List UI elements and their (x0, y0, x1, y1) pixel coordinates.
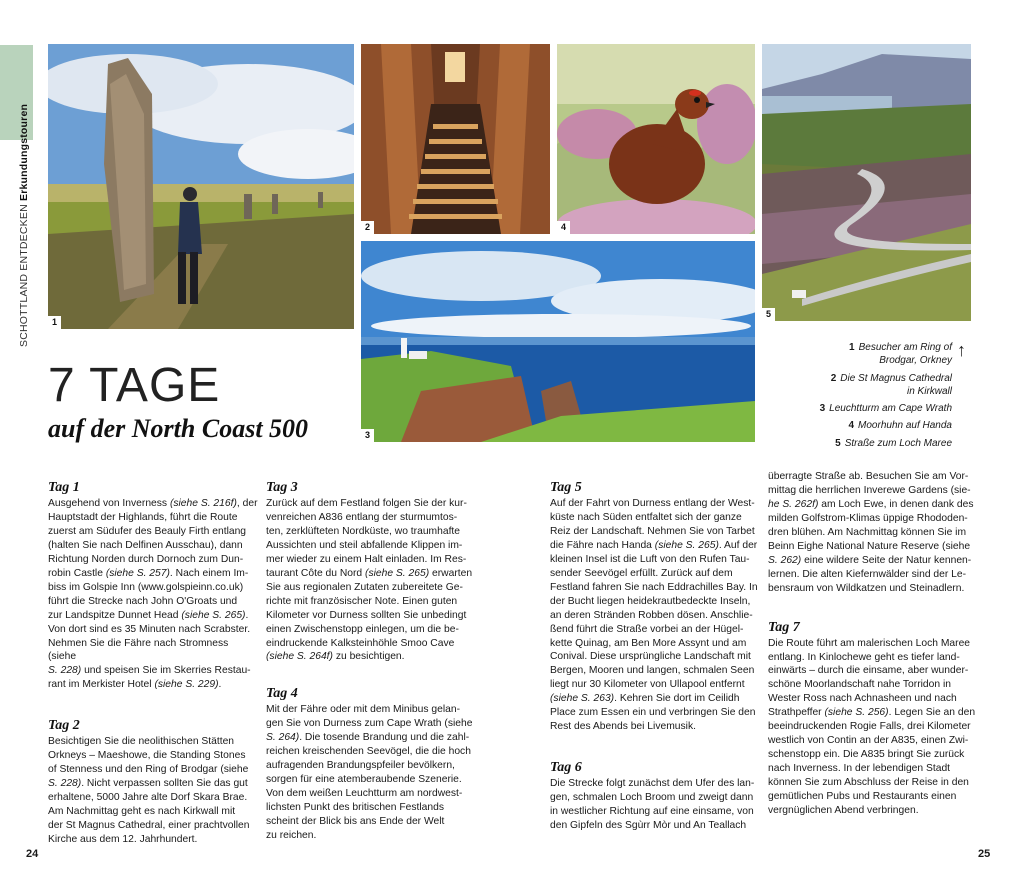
body-text: in westlicher Richtung auf eine einsame, von (550, 806, 754, 818)
photo-cape-wrath-lighthouse (361, 241, 755, 442)
body-text: Conival. Diese ursprüngliche Landschaft mit (550, 651, 751, 663)
day-heading: Tag 7 (768, 619, 800, 635)
text-column-2 (266, 480, 481, 861)
photo-number: 3 (361, 429, 374, 442)
caption-item: 5 Straße zum Loch Maree (835, 437, 952, 449)
body-text: . Nach einem Im- (169, 567, 249, 579)
body-text: Reiz der Landschaft. Nehmen Sie von Tarbet (550, 525, 755, 537)
body-text: überragte Straße ab. Besuchen Sie am Vor- (768, 471, 969, 482)
arrow-up-icon: ↑ (957, 340, 966, 360)
running-header-chapter: Erkundungstouren (18, 103, 30, 202)
body-text: Orkneys – Maeshowe, die Standing Stones (48, 750, 246, 762)
page-title: 7 TAGE (48, 359, 221, 412)
page-reference: (siehe S. 264f) (266, 651, 333, 663)
page-reference: (siehe S. 257) (105, 567, 170, 579)
body-text: . Nicht verpassen sollten Sie das gut (81, 778, 248, 790)
body-text: liegt nur 30 Kilometer von Ullapool entfernt (550, 679, 745, 691)
body-text: biss im Golspie Inn (www.golspieinn.co.uk) (48, 581, 244, 593)
body-text: am Loch Ewe, in denen dank des (818, 498, 974, 510)
body-text: Die Strecke folgt zunächst dem Ufer des lan- (550, 778, 755, 790)
caption-item: 3 Leuchtturm am Cape Wrath (819, 403, 952, 415)
body-text: Rest des Abends bei Livemusik. (550, 721, 696, 733)
text-column-4 (768, 470, 978, 836)
day-body (266, 703, 481, 843)
page-reference: (siehe S. 229) (154, 679, 219, 691)
body-text: (siehe (48, 651, 77, 663)
page-reference: S. 228) (48, 778, 82, 790)
body-text: (halten Sie nach Delfinen Ausschau), dann (48, 539, 243, 551)
body-text: erhaltene, 5000 Jahre alte Dorf Skara Brae. (48, 792, 248, 804)
body-text: . (245, 609, 249, 621)
body-text: kleinen Insel ist die Luft von den Rufen Tau- (550, 553, 750, 565)
body-text: Nehmen Sie die Fähre nach Stromness (48, 637, 229, 649)
page-subtitle: auf der North Coast 500 (48, 414, 309, 443)
body-text: einen Zwischenstopp einlegen, um die be- (266, 623, 459, 635)
photo-loch-maree-road (762, 44, 971, 321)
page-reference: (siehe S. 263) (550, 693, 615, 705)
body-text: sorgen für eine atemberaubende Szenerie. (266, 774, 462, 786)
body-text: lichsten Punkt des britischen Festlands (266, 802, 444, 814)
running-header (18, 103, 32, 347)
page-reference: (siehe S. 265) (365, 567, 430, 579)
body-text: beeindruckenden Rogie Falls, drei Kilometer (768, 721, 971, 733)
body-text: Hauptstadt der Highlands, führt die Route (48, 511, 238, 523)
body-text: scheint der Blick bis ans Ende der Welt (266, 816, 445, 828)
day-body (550, 497, 760, 734)
caption-item: 4 Moorhuhn auf Handa (848, 420, 952, 432)
body-text: Richtung Norden durch Dornoch zum Dun- (48, 553, 244, 565)
body-text: und speisen Sie im Skerries Restau- (81, 665, 251, 677)
body-text: of Stenness und den Ring of Brodgar (48, 764, 221, 776)
body-text: schenstopp ein. Die A835 bringt Sie zurück (768, 749, 965, 761)
day-section-6 (550, 760, 760, 833)
body-text: Wester Ross nach Achnasheen und nach (768, 693, 957, 705)
body-text: den Gipfeln des Sgùrr Mòr und An Teallach (550, 820, 747, 832)
body-text: Besichtigen Sie die neolithischen Stätten (48, 736, 235, 748)
body-text: Zurück auf dem Festland folgen Sie der kur- (266, 498, 467, 509)
body-text: erwarten (429, 567, 473, 579)
body-text: führt die Strecke nach John O'Groats und (48, 595, 238, 607)
body-text: gen Sie von Durness zum Cape Wrath (266, 718, 445, 730)
photo-number: 5 (762, 308, 775, 321)
running-header-section: SCHOTTLAND ENTDECKEN (18, 204, 30, 347)
day-body (48, 735, 258, 847)
body-text: . Auf der (718, 539, 758, 551)
page-reference: (siehe S. 216f) (169, 498, 237, 509)
body-text: taurant Côte du Nord (266, 567, 366, 579)
body-text: vergnüglichen Abend verbringen. (768, 805, 919, 817)
day-body (768, 470, 978, 596)
photo-number: 2 (361, 221, 374, 234)
page-reference: (siehe S. 256) (824, 707, 889, 719)
caption-item: 1 Besucher am Ring of Brodgar, Orkney (849, 342, 952, 367)
body-text: . (218, 679, 222, 691)
body-text: lernen. Die alten Kiefernwälder sind der Le- (768, 568, 967, 580)
body-text: mer wieder zu einem Halt einladen. Im Res- (266, 553, 467, 565)
body-text: schöne Moorlandschaft nahe Torridon in (768, 679, 951, 691)
body-text: Place zum Essen ein und verbringen Sie den (550, 707, 756, 719)
day-heading: Tag 5 (550, 480, 582, 495)
photo-number: 4 (557, 221, 570, 234)
body-text: Festland fahren Sie nach Eddrachilles Bay. In (550, 581, 758, 593)
body-text: ßend führt die Straße vorbei an der Hügel- (550, 623, 744, 635)
body-text: eine wildere Seite der Natur kennen- (801, 554, 972, 566)
day-heading: Tag 1 (48, 480, 80, 495)
day-heading: Tag 2 (48, 718, 80, 734)
body-text: rant im Merkister Hotel (48, 679, 155, 691)
page-number-left: 24 (26, 848, 39, 860)
body-text: zu reichen. (266, 830, 317, 842)
page-reference: (siehe S. 265) (181, 609, 246, 621)
body-text: Von dort sind es 35 Minuten nach Scrabster. (48, 623, 251, 635)
day-section-2 (48, 718, 258, 847)
body-text: . Kehren Sie dort im Ceilidh (614, 693, 740, 705)
photo-grouse-handa (557, 44, 755, 234)
body-text: . Legen Sie an den (888, 707, 976, 719)
body-text: kette Quinag, am Ben More Assynt und am (550, 637, 747, 649)
page-reference: he S. 262f) (768, 498, 819, 510)
day-heading: Tag 3 (266, 480, 298, 495)
body-text: können Sie zum Abschluss der Reise in den (768, 777, 969, 789)
body-text: einwärts – durch die einsame, aber wunder- (768, 665, 969, 677)
body-text: Bergen, Mooren und langen, schmalen Seen (550, 665, 755, 677)
day-section-1 (48, 480, 258, 692)
body-text: Am Nachmittag geht es nach Kirkwall mit (48, 806, 236, 818)
body-text: Kilometer vor Durness sollten Sie unbedingt (266, 609, 467, 621)
body-text: der St Magnus Cathedral, einer prachtvollen (48, 820, 250, 832)
body-text: (sie- (950, 484, 971, 496)
body-text: westlich von Contin an der A835, einen Zwi- (768, 735, 969, 747)
body-text: die Fähre nach Handa (550, 539, 655, 551)
photo-ring-of-brodgar (48, 44, 354, 329)
body-text: Aussichten und steil abfallende Klippen im- (266, 539, 463, 551)
body-text: mittag die herrlichen Inverewe Gardens (768, 484, 951, 496)
day-body (266, 497, 481, 664)
body-text: Auf der Fahrt von Durness entlang der West- (550, 498, 755, 509)
body-text: gen, schmalen Loch Broom und zweigt dann (550, 792, 754, 804)
body-text: , der (236, 498, 258, 509)
page-reference: S. 264) (266, 732, 300, 744)
body-text: Kirche aus dem 12. Jahrhundert. (48, 834, 198, 846)
body-text: dren blühen. Am Nachmittag können Sie im (768, 526, 967, 538)
photo-st-magnus-cathedral (361, 44, 550, 234)
body-text: Die Route führt am malerischen Loch Maree (768, 637, 971, 649)
day-section-6-continued (768, 470, 978, 596)
page-reference: S. 228) (48, 665, 82, 677)
body-text: eindruckende Kalksteinhöhle Smoo Cave (266, 637, 455, 649)
page-reference: (siehe S. 265) (654, 539, 719, 551)
day-heading: Tag 4 (266, 686, 298, 702)
body-text: milden Golfstrom-Klimas üppige Rhododen- (768, 512, 968, 524)
body-text: . Die tosende Brandung und die zahl- (299, 732, 470, 744)
day-body (550, 777, 760, 833)
body-text: Ausgehend von Inverness (48, 498, 170, 509)
body-text: entlang. In Kinlochewe geht es tiefer land- (768, 651, 960, 663)
body-text: zur Landspitze Dunnet Head (48, 609, 182, 621)
body-text: der Bucht liegen heidekrautbedeckte Inseln, (550, 595, 751, 607)
body-text: Beinn Eighe National Nature Reserve (768, 540, 943, 552)
body-text: Strathpeffer (768, 707, 825, 719)
day-body (48, 497, 258, 692)
body-text: richte mit französischer Note. Einen guten (266, 595, 458, 607)
body-text: gemütlichen Pubs und Restaurants einen (768, 791, 957, 803)
body-text: (siehe (444, 718, 473, 730)
body-text: Von dem weißen Leuchtturm am nordwest- (266, 788, 463, 800)
body-text: Sie aus regionalen Zutaten zubereitete Ge- (266, 581, 463, 593)
photo-captions (780, 341, 952, 454)
text-column-3 (550, 480, 760, 851)
day-heading: Tag 6 (550, 760, 582, 776)
body-text: reichen kreischenden Seevögel, die die hoch (266, 746, 471, 758)
body-text: zuerst am Südufer des Beauly Firth entlang (48, 525, 247, 537)
body-text: nach Inverness. In der lebendigen Stadt (768, 763, 951, 775)
body-text: (siehe (942, 540, 971, 552)
page-number-right: 25 (978, 848, 991, 860)
body-text: Mit der Fähre oder mit dem Minibus gelan- (266, 704, 461, 716)
body-text: bensraum von Wildkatzen und Steinadlern. (768, 582, 965, 594)
body-text: (siehe (220, 764, 249, 776)
body-text: an deren Stränden Robben dösen. Anschlie- (550, 609, 753, 621)
body-text: aufragenden Brandungspfeiler bevölkern, (266, 760, 455, 772)
day-section-7 (768, 620, 978, 818)
page-reference: S. 262) (768, 554, 802, 566)
body-text: ten, zerklüfteten Nordküste, wo traumhafte (266, 525, 461, 537)
text-column-1 (48, 480, 258, 865)
body-text: robin Castle (48, 567, 106, 579)
body-text: venreichen A836 entlang der sturmumtos- (266, 511, 458, 523)
body-text: küste nach Süden entfaltet sich der ganze (550, 511, 742, 523)
day-section-4 (266, 686, 481, 843)
caption-item: 2 Die St Magnus Cathedral in Kirkwall (830, 372, 952, 397)
day-body (768, 637, 978, 818)
photo-number: 1 (48, 316, 61, 329)
body-text: sender Seevögel erfüllt. Zurück auf dem (550, 567, 733, 579)
body-text: zu besichtigen. (332, 651, 405, 663)
day-section-5 (550, 480, 760, 734)
day-section-3 (266, 480, 481, 664)
